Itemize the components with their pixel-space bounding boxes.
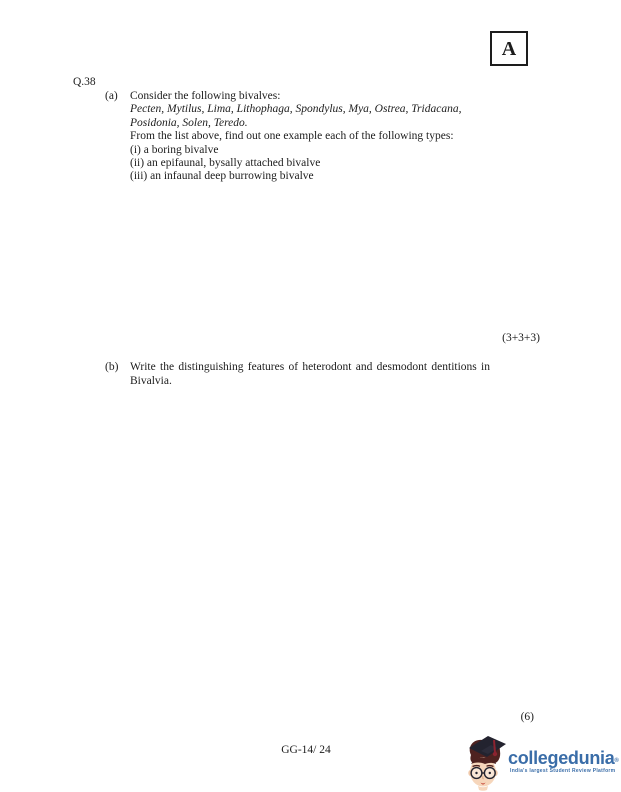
footer-page-code: GG-14/ 24 bbox=[281, 744, 331, 756]
part-b-line: Write the distinguishing features of heterodont and desmodont dentitions in bbox=[130, 361, 490, 373]
exam-set-box bbox=[490, 31, 528, 66]
logo-brand-row bbox=[508, 749, 619, 767]
part-a-line: From the list above, find out one example each of the following types: bbox=[130, 130, 454, 143]
collegedunia-logo bbox=[461, 731, 621, 792]
part-a-subitem-ii: (ii) an epifaunal, bysally attached bivalve bbox=[130, 157, 321, 170]
part-a-line: Consider the following bivalves: bbox=[130, 90, 281, 102]
question-number: Q.38 bbox=[73, 76, 96, 88]
part-a-subitem-i: (i) a boring bivalve bbox=[130, 143, 219, 156]
part-a-line-species: Pecten, Mytilus, Lima, Lithophaga, Spondylus, Mya, Ostrea, Tridacana, bbox=[130, 103, 462, 116]
exam-set-letter: A bbox=[501, 37, 517, 60]
part-b-label: (b) bbox=[105, 361, 119, 373]
part-b-text bbox=[130, 361, 490, 389]
part-a-line-species: Posidonia, Solen, Teredo. bbox=[130, 116, 248, 129]
part-a-text bbox=[130, 90, 492, 184]
logo-tagline: India's largest Student Review Platform bbox=[510, 768, 616, 774]
mascot-icon bbox=[461, 733, 508, 792]
part-b-line: Bivalvia. bbox=[130, 374, 172, 387]
part-a-label: (a) bbox=[105, 90, 118, 102]
part-b-marks: (6) bbox=[520, 711, 534, 723]
logo-registered-mark: ® bbox=[614, 758, 619, 764]
part-a-subitem-iii: (iii) an infaunal deep burrowing bivalve bbox=[130, 170, 314, 183]
logo-brand-text: collegedunia bbox=[508, 748, 615, 768]
part-a-marks: (3+3+3) bbox=[502, 332, 540, 344]
